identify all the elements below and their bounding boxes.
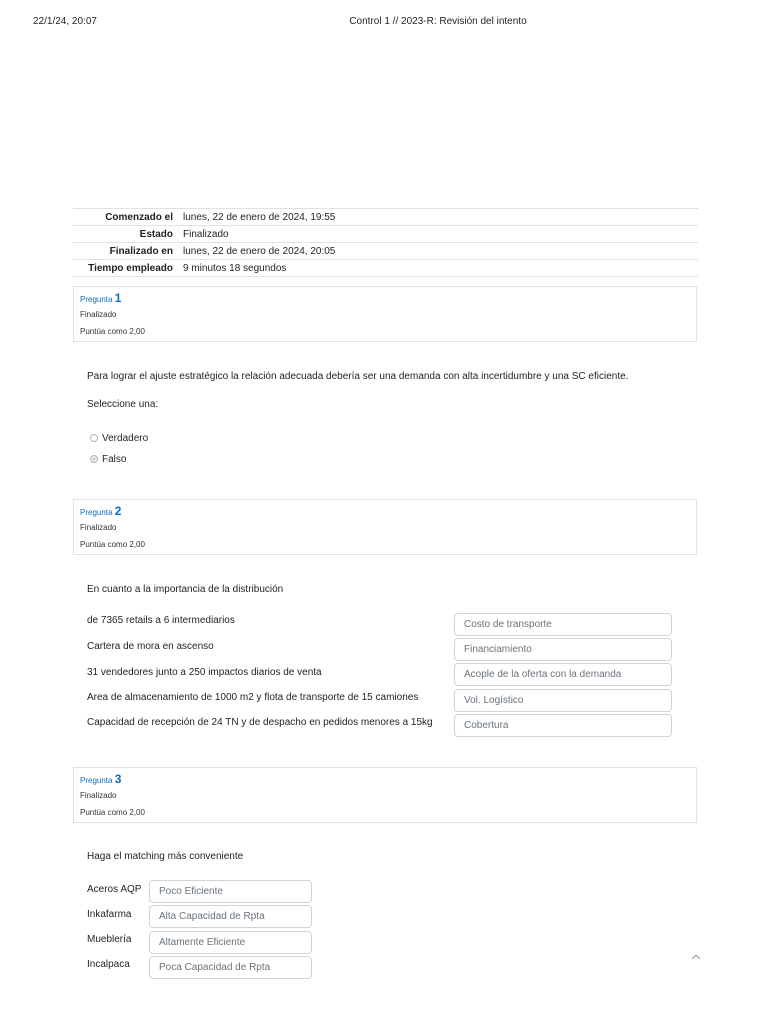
match-stem: 31 vendedores junto a 250 impactos diarios de venta bbox=[87, 667, 322, 678]
match-select[interactable]: Poco Eficiente bbox=[149, 880, 312, 903]
summary-row bbox=[73, 243, 698, 260]
match-stem: Incalpaca bbox=[87, 959, 130, 970]
print-datetime: 22/1/24, 20:07 bbox=[33, 16, 97, 27]
match-select[interactable]: Acople de la oferta con la demanda bbox=[454, 663, 672, 686]
summary-label: Tiempo empleado bbox=[73, 260, 183, 277]
radio-verdadero[interactable] bbox=[90, 434, 98, 442]
match-select[interactable]: Altamente Eficiente bbox=[149, 931, 312, 954]
question-number bbox=[80, 291, 121, 305]
question-2-info bbox=[73, 499, 697, 555]
summary-label: Finalizado en bbox=[73, 243, 183, 260]
match-select[interactable]: Poca Capacidad de Rpta bbox=[149, 956, 312, 979]
summary-label: Estado bbox=[73, 226, 183, 243]
radio-falso[interactable] bbox=[90, 455, 98, 463]
summary-label: Comenzado el bbox=[73, 209, 183, 226]
question-prefix: Pregunta bbox=[80, 776, 113, 785]
match-stem: de 7365 retails a 6 intermediarios bbox=[87, 615, 235, 626]
match-stem: Mueblería bbox=[87, 934, 132, 945]
summary-row bbox=[73, 226, 698, 243]
option-falso-label: Falso bbox=[102, 454, 127, 465]
match-select[interactable]: Alta Capacidad de Rpta bbox=[149, 905, 312, 928]
match-stem: Area de almacenamiento de 1000 m2 y flota de transporte de 15 camiones bbox=[87, 692, 419, 703]
match-stem: Inkafarma bbox=[87, 909, 132, 920]
question-number-value: 2 bbox=[114, 504, 122, 518]
match-stem: Cartera de mora en ascenso bbox=[87, 641, 214, 652]
question-3-info bbox=[73, 767, 697, 823]
summary-value: Finalizado bbox=[183, 226, 698, 243]
question-1-prompt: Seleccione una: bbox=[87, 399, 159, 410]
print-page-title: Control 1 // 2023-R: Revisión del intento bbox=[349, 16, 527, 27]
question-grade: Puntúa como 2,00 bbox=[80, 540, 145, 549]
question-prefix: Pregunta bbox=[80, 295, 113, 304]
summary-value: lunes, 22 de enero de 2024, 19:55 bbox=[183, 209, 698, 226]
summary-value: lunes, 22 de enero de 2024, 20:05 bbox=[183, 243, 698, 260]
match-select[interactable]: Costo de transporte bbox=[454, 613, 672, 636]
chevron-up-icon[interactable] bbox=[690, 952, 702, 962]
match-select[interactable]: Vol. Logístico bbox=[454, 689, 672, 712]
attempt-summary-table bbox=[73, 208, 698, 277]
option-verdadero-label: Verdadero bbox=[102, 433, 149, 444]
summary-value: 9 minutos 18 segundos bbox=[183, 260, 698, 277]
question-grade: Puntúa como 2,00 bbox=[80, 327, 145, 336]
question-number bbox=[80, 772, 121, 786]
match-stem: Capacidad de recepción de 24 TN y de despacho en pedidos menores a 15kg bbox=[87, 717, 433, 728]
question-2-text: En cuanto a la importancia de la distribución bbox=[87, 584, 284, 595]
question-number bbox=[80, 504, 121, 518]
question-state: Finalizado bbox=[80, 310, 117, 319]
question-number-value: 3 bbox=[114, 772, 122, 786]
match-select[interactable]: Cobertura bbox=[454, 714, 672, 737]
question-prefix: Pregunta bbox=[80, 508, 113, 517]
summary-row bbox=[73, 260, 698, 277]
question-3-text: Haga el matching más conveniente bbox=[87, 851, 244, 862]
question-state: Finalizado bbox=[80, 791, 117, 800]
match-select[interactable]: Financiamiento bbox=[454, 638, 672, 661]
question-1-text: Para lograr el ajuste estratégico la relación adecuada debería ser una demanda con alta incertidumbre y una SC eficiente. bbox=[87, 371, 629, 382]
question-1-info bbox=[73, 286, 697, 342]
summary-row bbox=[73, 209, 698, 226]
match-stem: Aceros AQP bbox=[87, 884, 142, 895]
question-grade: Puntúa como 2,00 bbox=[80, 808, 145, 817]
question-number-value: 1 bbox=[114, 291, 122, 305]
question-state: Finalizado bbox=[80, 523, 117, 532]
